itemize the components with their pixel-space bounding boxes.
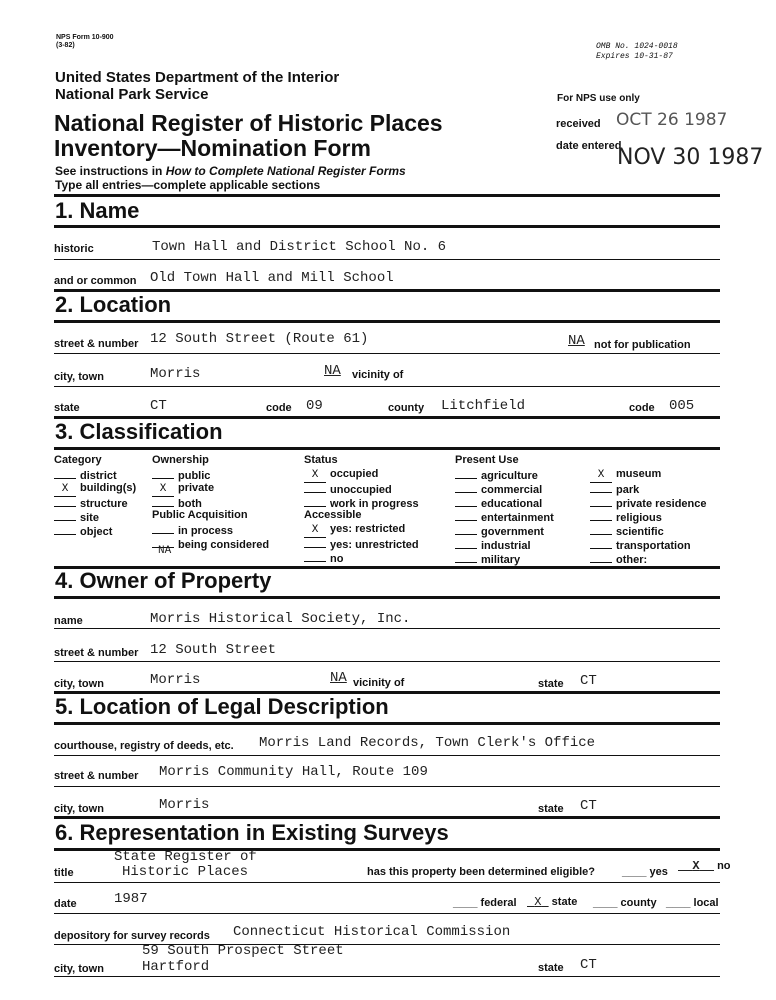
checklist-label: museum bbox=[616, 468, 662, 480]
acquisition-na-mark: NA bbox=[158, 545, 172, 557]
section-4-heading: 4. Owner of Property bbox=[55, 568, 272, 593]
checklist-label: public bbox=[178, 470, 211, 482]
section-1-heading: 1. Name bbox=[55, 198, 140, 223]
county-value: Litchfield bbox=[441, 398, 526, 414]
checklist-item-accessible bbox=[304, 550, 343, 566]
legal-state-label: state bbox=[538, 803, 564, 815]
checklist-item-category bbox=[54, 523, 112, 539]
checklist-item-status bbox=[304, 495, 419, 511]
legal-street-value: Morris Community Hall, Route 109 bbox=[159, 764, 428, 780]
category-header: Category bbox=[54, 454, 102, 466]
checkbox-line bbox=[304, 495, 326, 507]
historic-value: Town Hall and District School No. 6 bbox=[152, 239, 447, 255]
checklist-label: being considered bbox=[178, 539, 270, 551]
survey-city-line2: Hartford bbox=[142, 959, 210, 975]
federal-option: ____ federal bbox=[453, 897, 517, 909]
checklist-label: other: bbox=[616, 554, 648, 566]
checklist-label: transportation bbox=[616, 540, 691, 552]
survey-title-line2: Historic Places bbox=[122, 864, 249, 880]
acquisition-header: Public Acquisition bbox=[152, 509, 248, 521]
checklist-label: unoccupied bbox=[330, 484, 392, 496]
section-2-heading: 2. Location bbox=[55, 292, 172, 317]
county-option: ____ county bbox=[593, 897, 657, 909]
checklist-label: commercial bbox=[481, 484, 543, 496]
survey-city-line1: 59 South Prospect Street bbox=[142, 943, 344, 959]
checklist-label: building(s) bbox=[80, 482, 137, 494]
section-rule bbox=[54, 194, 720, 197]
vicinity-label: vicinity of bbox=[352, 369, 404, 381]
date-entered-label: date entered bbox=[556, 140, 622, 152]
checklist-label: government bbox=[481, 526, 544, 538]
checkbox-line bbox=[54, 523, 76, 535]
checklist-label: entertainment bbox=[481, 512, 554, 524]
checklist-label: occupied bbox=[330, 468, 379, 480]
section-3-heading: 3. Classification bbox=[55, 419, 223, 444]
code-label: code bbox=[266, 402, 292, 414]
checkbox-line: X bbox=[152, 485, 174, 497]
checkbox-line bbox=[304, 536, 326, 548]
form-title-line1: National Register of Historic Places bbox=[54, 110, 443, 136]
checkbox-line bbox=[455, 481, 477, 493]
checklist-label: scientific bbox=[616, 526, 664, 538]
legal-city-label: city, town bbox=[54, 803, 104, 815]
owner-name-value: Morris Historical Society, Inc. bbox=[150, 611, 411, 627]
section-6-heading: 6. Representation in Existing Surveys bbox=[55, 820, 449, 845]
eligible-no: X no bbox=[692, 859, 731, 873]
city-value: Morris bbox=[150, 366, 201, 382]
checklist-label: industrial bbox=[481, 540, 531, 552]
code-value: 09 bbox=[306, 398, 323, 414]
city-label: city, town bbox=[54, 371, 104, 383]
owner-state-value: CT bbox=[580, 673, 597, 689]
checklist-label: agriculture bbox=[481, 470, 538, 482]
code2-value: 005 bbox=[669, 398, 695, 414]
checkbox-line bbox=[152, 467, 174, 479]
present-use-header: Present Use bbox=[455, 454, 519, 466]
section-5-heading: 5. Location of Legal Description bbox=[55, 694, 389, 719]
field-rule bbox=[54, 628, 720, 629]
section-rule bbox=[54, 722, 720, 725]
checklist-item-use1 bbox=[455, 551, 520, 567]
entered-stamp: NOV 30 1987 bbox=[617, 145, 764, 170]
checkbox-line bbox=[455, 537, 477, 549]
checklist-label: educational bbox=[481, 498, 543, 510]
checkbox-line bbox=[304, 481, 326, 493]
checklist-label: both bbox=[178, 498, 202, 510]
depository-value: Connecticut Historical Commission bbox=[233, 924, 511, 940]
local-option: ____ local bbox=[666, 897, 719, 909]
legal-state-value: CT bbox=[580, 798, 597, 814]
field-rule bbox=[54, 976, 720, 977]
checkbox-line bbox=[590, 537, 612, 549]
checklist-label: structure bbox=[80, 498, 128, 510]
eligible-yes: ____ yes bbox=[622, 866, 668, 878]
checkbox-line bbox=[455, 551, 477, 563]
agency-department: United States Department of the Interior bbox=[55, 69, 340, 86]
checkbox-line bbox=[54, 495, 76, 507]
checklist-label: religious bbox=[616, 512, 662, 524]
checklist-label: private residence bbox=[616, 498, 707, 510]
checklist-label: park bbox=[616, 484, 640, 496]
field-rule bbox=[54, 913, 720, 914]
received-stamp: OCT 26 1987 bbox=[616, 110, 728, 130]
checkbox-line: X bbox=[590, 471, 612, 483]
nps-use-header: For NPS use only bbox=[557, 93, 640, 104]
checkbox-line bbox=[590, 523, 612, 535]
survey-state-label: state bbox=[538, 962, 564, 974]
survey-state-value: CT bbox=[580, 957, 597, 973]
checkbox-line bbox=[152, 495, 174, 507]
checkbox-line bbox=[590, 551, 612, 563]
instructions-line1: See instructions in How to Complete National Register Forms bbox=[55, 164, 406, 178]
survey-title-label: title bbox=[54, 867, 74, 879]
street-value: 12 South Street (Route 61) bbox=[150, 331, 369, 347]
owner-street-label: street & number bbox=[54, 647, 139, 659]
agency-service: National Park Service bbox=[55, 86, 209, 103]
depository-label: depository for survey records bbox=[54, 930, 210, 942]
eligible-question: has this property been determined eligible? bbox=[367, 866, 595, 878]
checkbox-line: X bbox=[54, 485, 76, 497]
street-label: street & number bbox=[54, 338, 139, 350]
owner-city-label: city, town bbox=[54, 678, 104, 690]
checklist-label: work in progress bbox=[330, 498, 419, 510]
survey-title-line1: State Register of bbox=[114, 849, 257, 865]
checklist-label: yes: unrestricted bbox=[330, 539, 419, 551]
state-value: CT bbox=[150, 398, 167, 414]
checklist-label: military bbox=[481, 554, 521, 566]
field-rule bbox=[54, 259, 720, 260]
owner-vicinity-label: vicinity of bbox=[353, 677, 405, 689]
section-rule bbox=[54, 225, 720, 228]
checkbox-line bbox=[590, 509, 612, 521]
omb-expires: Expires 10-31-87 bbox=[596, 52, 673, 61]
survey-date-label: date bbox=[54, 898, 77, 910]
code2-label: code bbox=[629, 402, 655, 414]
historic-label: historic bbox=[54, 243, 94, 255]
checkbox-line: X bbox=[304, 471, 326, 483]
survey-city-label: city, town bbox=[54, 963, 104, 975]
owner-state-label: state bbox=[538, 678, 564, 690]
county-label: county bbox=[388, 402, 425, 414]
vicinity-mark: NA bbox=[324, 363, 341, 379]
field-rule bbox=[54, 882, 720, 883]
checkbox-line bbox=[455, 509, 477, 521]
section-rule bbox=[54, 816, 720, 819]
checklist-label: district bbox=[80, 470, 117, 482]
accessible-header: Accessible bbox=[304, 509, 362, 521]
owner-street-value: 12 South Street bbox=[150, 642, 277, 658]
checkbox-line: X bbox=[304, 526, 326, 538]
checklist-label: yes: restricted bbox=[330, 523, 406, 535]
ownership-header: Ownership bbox=[152, 454, 209, 466]
checklist-item-use2 bbox=[590, 551, 647, 567]
state-option: X state bbox=[534, 895, 578, 909]
survey-date-value: 1987 bbox=[114, 891, 148, 907]
status-header: Status bbox=[304, 454, 338, 466]
section-rule bbox=[54, 447, 720, 450]
nfp-label: not for publication bbox=[594, 339, 691, 351]
common-label: and or common bbox=[54, 275, 137, 287]
owner-vicinity-mark: NA bbox=[330, 670, 347, 686]
field-rule bbox=[54, 755, 720, 756]
courthouse-value: Morris Land Records, Town Clerk's Office bbox=[259, 735, 596, 751]
form-number: NPS Form 10-900 bbox=[56, 34, 114, 41]
checkbox-line bbox=[590, 481, 612, 493]
legal-city-value: Morris bbox=[159, 797, 210, 813]
common-value: Old Town Hall and Mill School bbox=[150, 270, 394, 286]
field-rule bbox=[54, 353, 720, 354]
checklist-label: site bbox=[80, 512, 99, 524]
checklist-label: no bbox=[330, 553, 344, 565]
owner-city-value: Morris bbox=[150, 672, 201, 688]
checkbox-line bbox=[455, 523, 477, 535]
field-rule bbox=[54, 786, 720, 787]
legal-street-label: street & number bbox=[54, 770, 139, 782]
owner-name-label: name bbox=[54, 615, 83, 627]
form-title-line2: Inventory—Nomination Form bbox=[54, 135, 371, 161]
checkbox-line bbox=[590, 495, 612, 507]
checkbox-line bbox=[304, 550, 326, 562]
nfp-mark: NA bbox=[568, 333, 585, 349]
field-rule bbox=[54, 386, 720, 387]
instructions-line2: Type all entries—complete applicable sections bbox=[55, 178, 321, 192]
received-label: received bbox=[556, 118, 601, 130]
checkbox-line bbox=[54, 509, 76, 521]
checkbox-line bbox=[152, 522, 174, 534]
section-rule bbox=[54, 596, 720, 599]
state-label: state bbox=[54, 402, 80, 414]
checklist-item-ownership bbox=[152, 495, 202, 511]
section-rule bbox=[54, 320, 720, 323]
checkbox-line bbox=[455, 467, 477, 479]
checkbox-line bbox=[455, 495, 477, 507]
checkbox-line bbox=[54, 467, 76, 479]
checklist-label: in process bbox=[178, 525, 234, 537]
form-revision: (3-82) bbox=[56, 42, 75, 49]
checklist-label: private bbox=[178, 482, 215, 494]
courthouse-label: courthouse, registry of deeds, etc. bbox=[54, 740, 234, 752]
omb-number: OMB No. 1024-0018 bbox=[596, 42, 678, 51]
checklist-label: object bbox=[80, 526, 113, 538]
field-rule bbox=[54, 661, 720, 662]
